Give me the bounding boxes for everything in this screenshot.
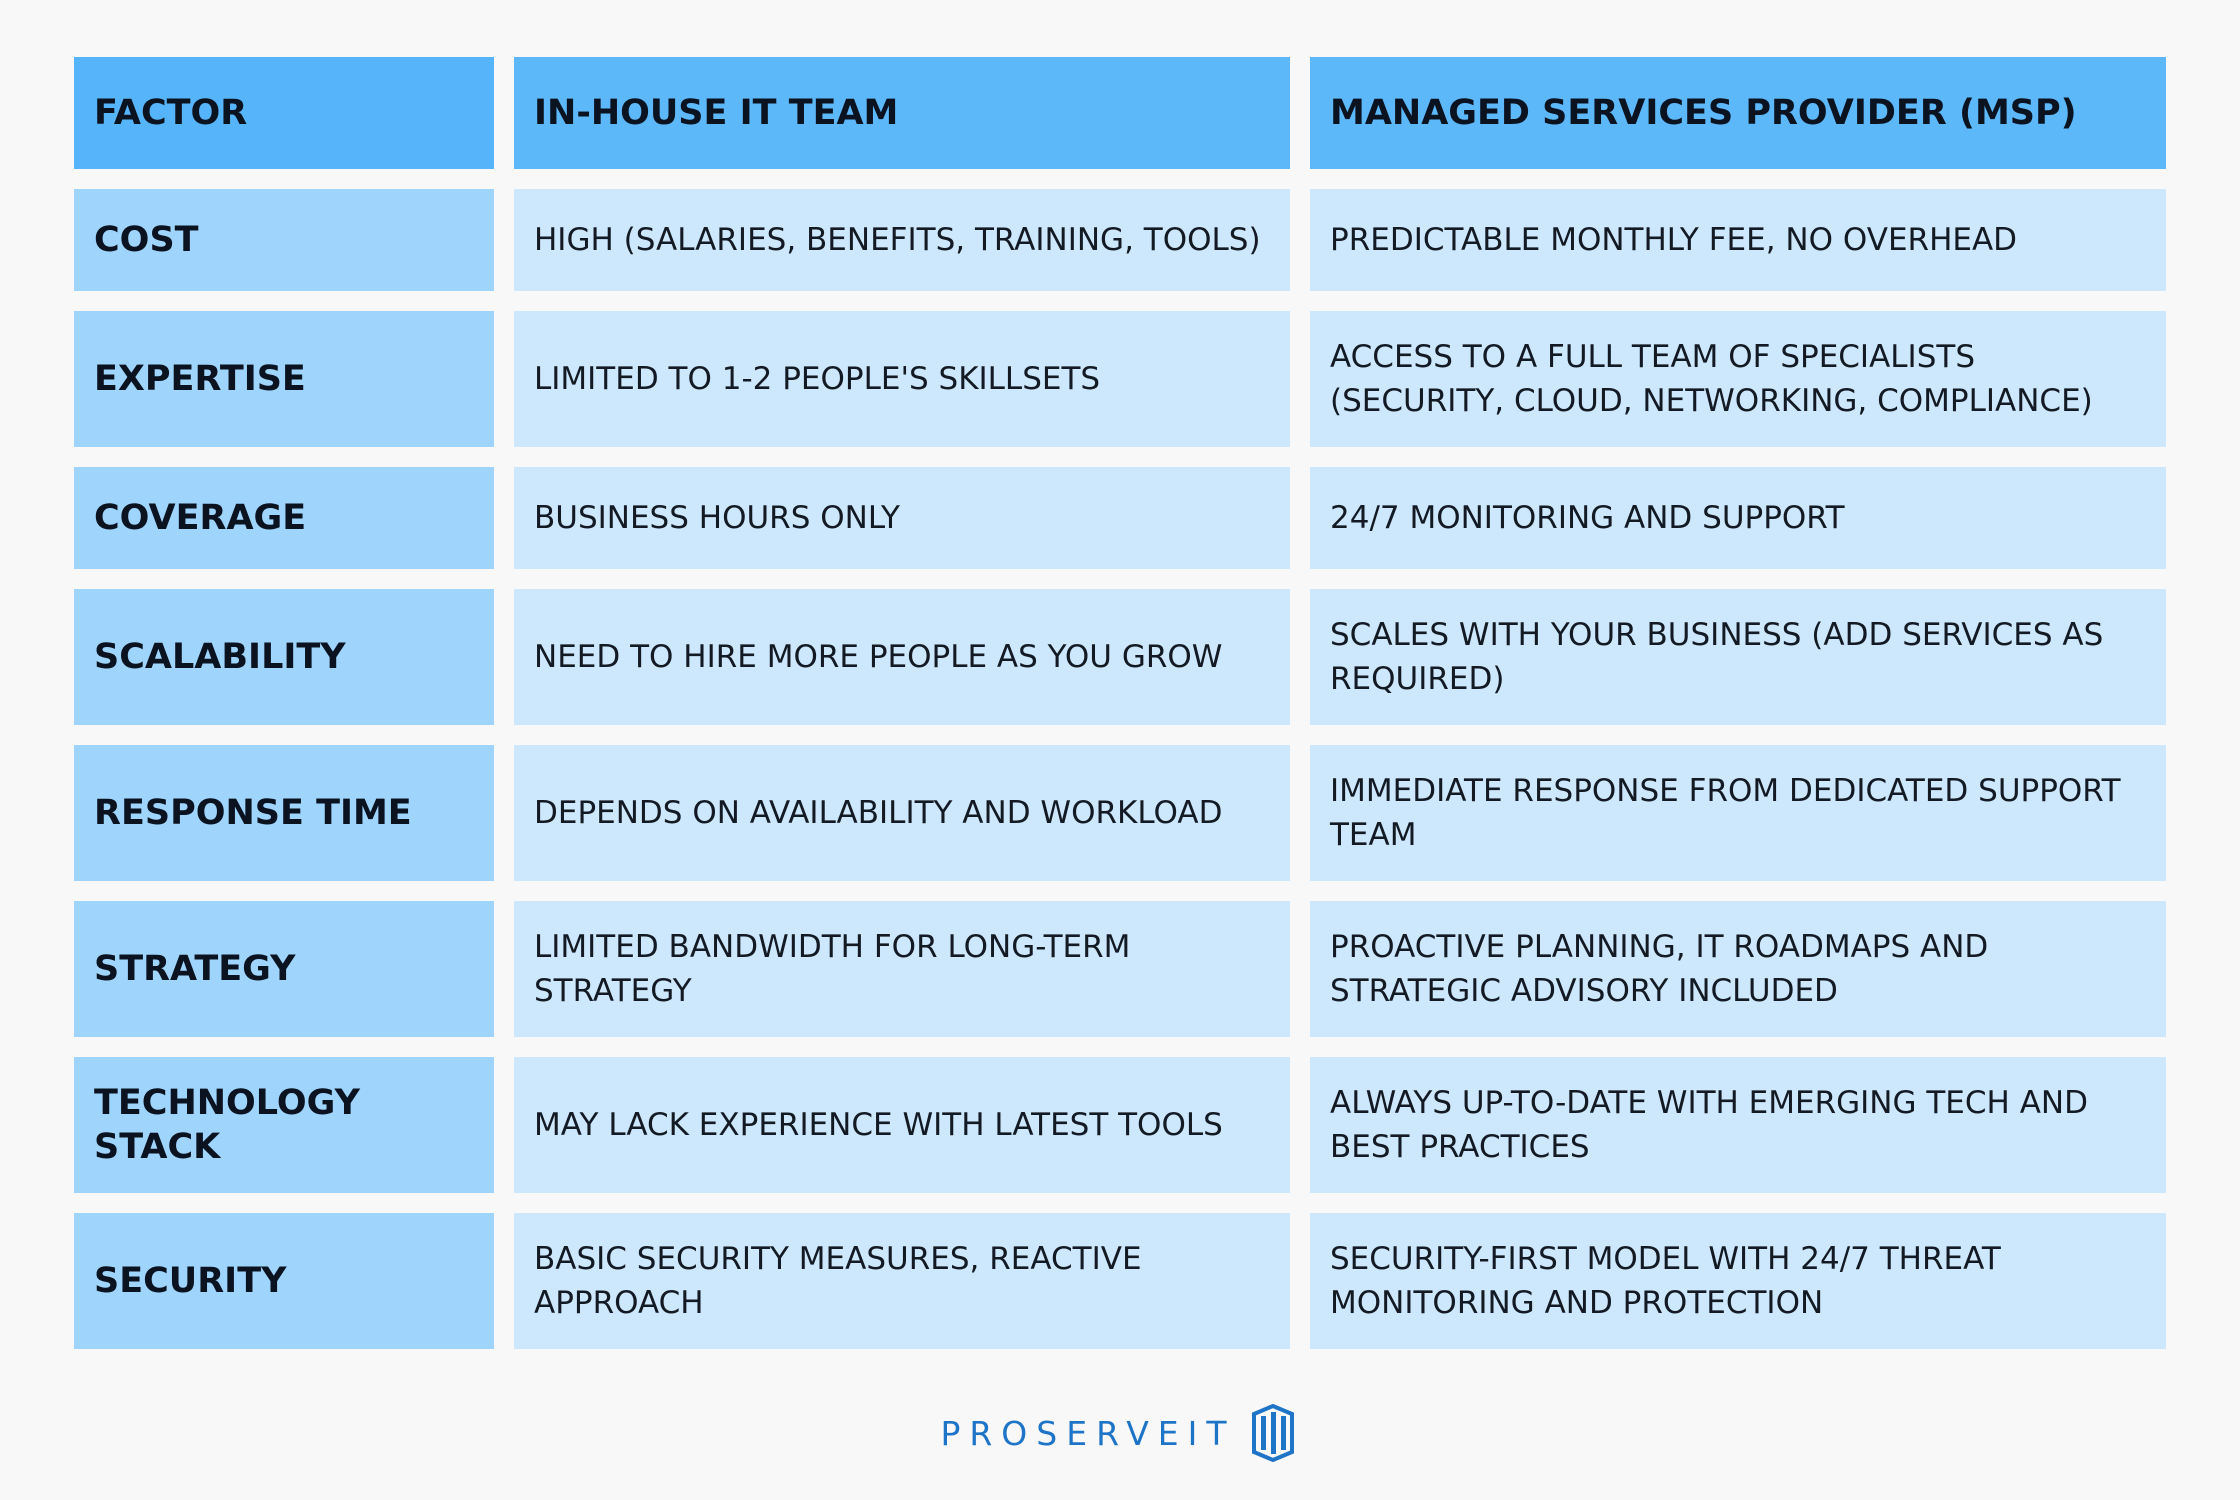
msp-cell: SCALES WITH YOUR BUSINESS (ADD SERVICES AS REQUIRED): [1310, 589, 2166, 725]
msp-cell: SECURITY-FIRST MODEL WITH 24/7 THREAT MONITORING AND PROTECTION: [1310, 1213, 2166, 1349]
brand-footer: [0, 1404, 2240, 1462]
msp-cell: ACCESS TO A FULL TEAM OF SPECIALISTS (SECURITY, CLOUD, NETWORKING, COMPLIANCE): [1310, 311, 2166, 447]
msp-cell: PREDICTABLE MONTHLY FEE, NO OVERHEAD: [1310, 189, 2166, 291]
factor-cell: EXPERTISE: [74, 311, 494, 447]
msp-cell: PROACTIVE PLANNING, IT ROADMAPS AND STRATEGIC ADVISORY INCLUDED: [1310, 901, 2166, 1037]
in-house-cell: LIMITED TO 1-2 PEOPLE'S SKILLSETS: [514, 311, 1290, 447]
factor-cell: STRATEGY: [74, 901, 494, 1037]
in-house-cell: MAY LACK EXPERIENCE WITH LATEST TOOLS: [514, 1057, 1290, 1193]
in-house-cell: LIMITED BANDWIDTH FOR LONG-TERM STRATEGY: [514, 901, 1290, 1037]
header-msp: MANAGED SERVICES PROVIDER (MSP): [1310, 57, 2166, 169]
header-factor: FACTOR: [74, 57, 494, 169]
msp-cell: 24/7 MONITORING AND SUPPORT: [1310, 467, 2166, 569]
comparison-table: [74, 57, 2166, 1349]
factor-cell: COST: [74, 189, 494, 291]
factor-cell: TECHNOLOGY STACK: [74, 1057, 494, 1193]
msp-cell: ALWAYS UP-TO-DATE WITH EMERGING TECH AND BEST PRACTICES: [1310, 1057, 2166, 1193]
factor-cell: SECURITY: [74, 1213, 494, 1349]
proserveit-logo-icon: [1246, 1404, 1300, 1462]
in-house-cell: BUSINESS HOURS ONLY: [514, 467, 1290, 569]
factor-cell: SCALABILITY: [74, 589, 494, 725]
in-house-cell: BASIC SECURITY MEASURES, REACTIVE APPROACH: [514, 1213, 1290, 1349]
in-house-cell: DEPENDS ON AVAILABILITY AND WORKLOAD: [514, 745, 1290, 881]
brand-wordmark: PROSERVEIT: [940, 1413, 1236, 1453]
in-house-cell: HIGH (SALARIES, BENEFITS, TRAINING, TOOLS): [514, 189, 1290, 291]
factor-cell: COVERAGE: [74, 467, 494, 569]
msp-cell: IMMEDIATE RESPONSE FROM DEDICATED SUPPORT TEAM: [1310, 745, 2166, 881]
header-in-house: IN-HOUSE IT TEAM: [514, 57, 1290, 169]
factor-cell: RESPONSE TIME: [74, 745, 494, 881]
in-house-cell: NEED TO HIRE MORE PEOPLE AS YOU GROW: [514, 589, 1290, 725]
